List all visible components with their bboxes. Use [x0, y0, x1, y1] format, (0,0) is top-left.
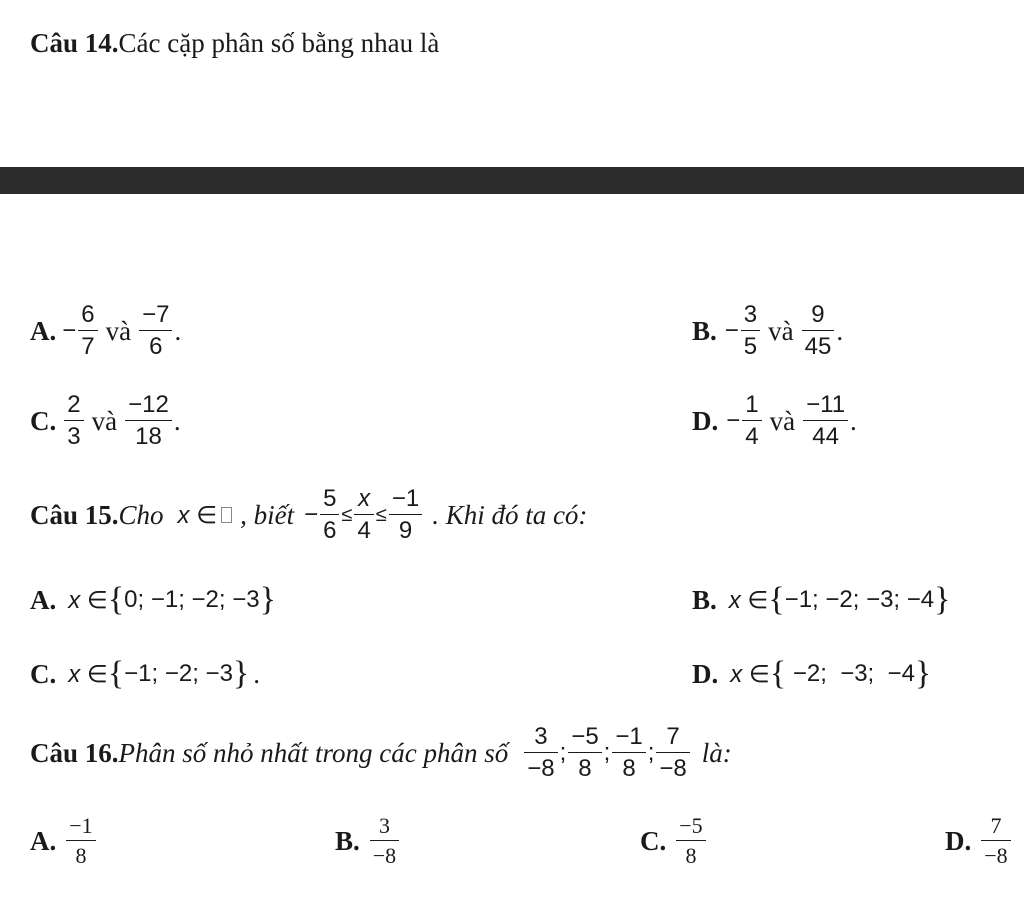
q16-d-fraction: 7 −8	[981, 815, 1010, 867]
q14-a-end: .	[174, 315, 182, 346]
q15-a-close-brace: }	[259, 581, 276, 618]
q14-b-end: .	[836, 315, 844, 346]
q14-a-fraction-2: −7 6	[139, 303, 172, 359]
q15-ineq-fraction-2: x 4	[354, 487, 373, 543]
q15-c-close-brace: }	[232, 655, 250, 692]
q14-a-fraction-1: 6 7	[78, 303, 97, 359]
question-15-cho: Cho	[118, 499, 164, 530]
q15-option-c-label: C.	[30, 658, 57, 689]
q16-fraction-4: 7 −8	[656, 725, 689, 781]
q15-d-open-brace: {	[769, 655, 787, 692]
q15-tail: . Khi đó ta có:	[432, 499, 588, 530]
q16-option-a[interactable]	[30, 815, 98, 867]
q14-c-fraction-1: 2 3	[64, 393, 83, 449]
q16-a-fraction: −1 8	[66, 815, 95, 867]
q15-b-set: −1; −2; −3; −4	[784, 586, 935, 613]
q14-d-fraction-1: 1 4	[742, 393, 761, 449]
q14-b-sign: −	[724, 317, 739, 344]
q15-a-open-brace: {	[107, 581, 125, 618]
q15-biet: , biết	[240, 499, 295, 530]
q15-le-1: ≤	[341, 503, 353, 526]
divider-bar	[0, 167, 1024, 194]
question-16-heading	[30, 725, 732, 781]
question-16-text: Phân số nhỏ nhất trong các phân số	[118, 737, 509, 768]
q15-d-close-brace: }	[914, 655, 932, 692]
q16-option-b[interactable]	[335, 815, 401, 867]
q16-sep-3: ;	[647, 739, 655, 766]
q16-fraction-3: −1 8	[612, 725, 645, 781]
q15-option-c[interactable]	[30, 655, 260, 693]
q14-option-a[interactable]	[30, 303, 181, 359]
q14-b-and: và	[768, 315, 794, 346]
q16-sep-1: ;	[559, 739, 567, 766]
q16-c-fraction: −5 8	[676, 815, 705, 867]
q15-option-b[interactable]	[692, 581, 950, 619]
q14-option-d-label: D.	[692, 405, 719, 436]
q14-option-b-label: B.	[692, 315, 717, 346]
q14-option-c[interactable]	[30, 393, 181, 449]
q16-option-c-label: C.	[640, 825, 667, 856]
question-14-heading	[30, 28, 439, 59]
q14-option-b[interactable]	[692, 303, 843, 359]
q16-option-c[interactable]	[640, 815, 708, 867]
q15-option-d-label: D.	[692, 658, 719, 689]
q14-c-fraction-2: −12 18	[125, 393, 172, 449]
question-14-text: Các cặp phân số bằng nhau là	[118, 28, 440, 58]
q15-c-end: .	[253, 658, 260, 689]
q15-d-set: −2; −3; −4	[786, 660, 915, 687]
q14-d-end: .	[850, 405, 857, 436]
q16-tail: là:	[701, 737, 732, 768]
q14-c-and: và	[91, 405, 118, 436]
q15-c-prefix: x ∈	[68, 660, 108, 688]
q14-d-and: và	[769, 405, 796, 436]
q16-option-a-label: A.	[30, 825, 57, 856]
q15-option-a-label: A.	[30, 584, 57, 615]
q16-option-d[interactable]	[945, 815, 1013, 867]
q15-ineq-fraction-3: −1 9	[389, 487, 422, 543]
q16-option-b-label: B.	[335, 825, 360, 856]
q14-option-c-label: C.	[30, 405, 57, 436]
q14-b-fraction-2: 9 45	[802, 303, 835, 359]
q15-option-d[interactable]	[692, 655, 931, 693]
question-15-label: Câu 15.	[30, 499, 119, 530]
q15-d-prefix: x ∈	[730, 660, 770, 688]
missing-glyph-icon	[221, 507, 232, 523]
q15-b-open-brace: {	[768, 581, 785, 618]
q14-option-d[interactable]	[692, 393, 857, 449]
q15-ineq-sign: −	[304, 501, 319, 528]
q15-a-prefix: x ∈	[68, 586, 108, 614]
q15-c-open-brace: {	[107, 655, 125, 692]
q15-b-close-brace: }	[934, 581, 951, 618]
q15-x-in: x ∈	[177, 501, 218, 529]
q15-c-set: −1; −2; −3	[124, 660, 233, 687]
q15-a-set: 0; −1; −2; −3	[124, 586, 260, 613]
question-14-label: Câu 14.	[30, 28, 119, 58]
q15-option-b-label: B.	[692, 584, 717, 615]
q15-ineq-fraction-1: 5 6	[320, 487, 339, 543]
q15-option-a[interactable]	[30, 581, 276, 619]
q16-option-d-label: D.	[945, 825, 972, 856]
q14-a-and: và	[105, 315, 132, 346]
q16-fraction-1: 3 −8	[524, 725, 557, 781]
question-15-heading	[30, 487, 587, 543]
q15-le-2: ≤	[375, 503, 387, 526]
q14-b-fraction-1: 3 5	[741, 303, 760, 359]
q15-b-prefix: x ∈	[728, 586, 769, 614]
q16-fraction-2: −5 8	[568, 725, 601, 781]
q16-b-fraction: 3 −8	[370, 815, 399, 867]
question-16-label: Câu 16.	[30, 737, 119, 768]
q14-d-fraction-2: −11 44	[803, 393, 848, 449]
q14-option-a-label: A.	[30, 315, 57, 346]
q14-c-end: .	[173, 405, 181, 436]
q14-d-sign: −	[726, 407, 741, 434]
q14-a-sign: −	[62, 317, 77, 344]
q16-sep-2: ;	[603, 739, 611, 766]
